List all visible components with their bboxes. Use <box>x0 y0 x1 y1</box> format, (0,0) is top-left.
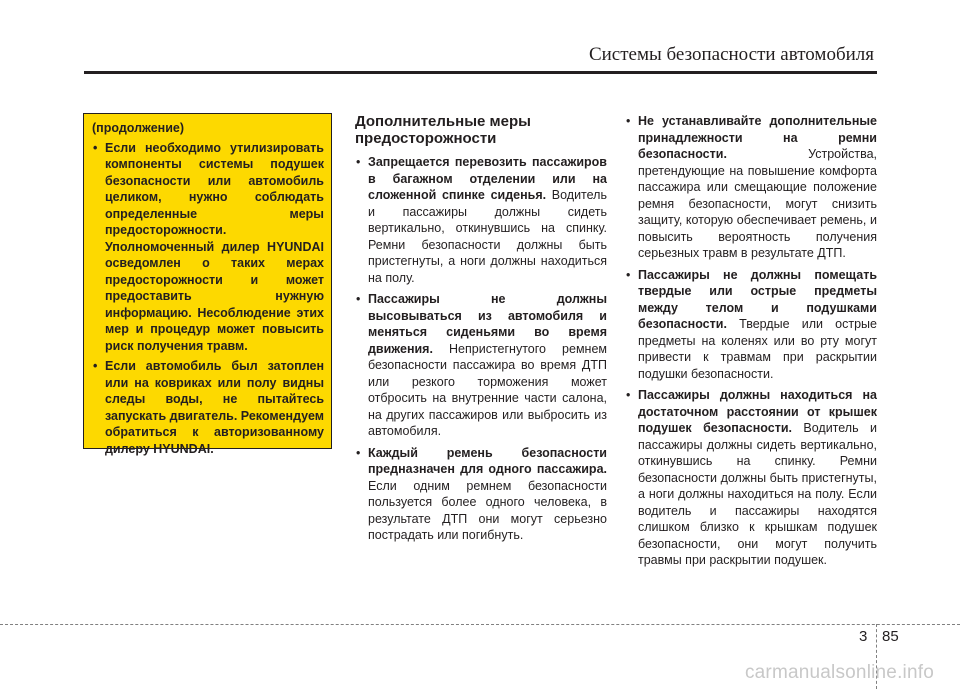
header-rule <box>84 71 877 74</box>
column-middle <box>355 113 607 549</box>
precaution-body: Твердые или острые предметы на коленях или во рту могут привести к травмам при раскрытии подушки безопасности. <box>638 317 877 381</box>
precaution-body: Непристегнутого ремнем безопасности пассажира во время ДТП или резкого торможения может отбросить на внутренние части салона, на других пассажиров или выбросить из автомобиля. <box>368 341 607 438</box>
warning-item: • Если необходимо утилизировать компоненты системы подушек безопасности или автомобиль целиком, нужно соблюдать определенные меры предосторожности. Уполномоченный дилер HYUNDAI осведомлен о таких мерах предосторожности и может предоставить нужную информацию. Несоблюдение этих мер и процедур может повысить риск получения травм. <box>92 140 324 355</box>
precaution-lead: Каждый ремень безопасности предназначен для одного пассажира. <box>368 445 607 476</box>
watermark: carmanualsonline.info <box>744 662 934 683</box>
precaution-lead: Пассажиры не должны высовываться из автомобиля и меняться сиденьями во время движения. <box>368 292 607 356</box>
chapter-number: 3 <box>859 628 868 645</box>
precaution-lead: Пассажиры должны находиться на достаточном расстоянии от крышек подушек безопасности. <box>638 388 877 435</box>
precaution-item <box>625 387 877 569</box>
section-heading: Дополнительные меры предосторожности <box>355 113 531 147</box>
precaution-lead: Запрещается перевозить пассажиров в багажном отделении или на сложенной спинке сиденья. <box>368 155 607 202</box>
warning-box <box>83 113 332 456</box>
precaution-item <box>355 291 607 440</box>
warning-continued-label: (продолжение) <box>92 121 185 135</box>
page-number: 85 <box>882 628 899 645</box>
precaution-body: Водитель и пассажиры должны сидеть вертикально, откинувшись на спинку. Ремни безопасности должны быть пристегнуты, а ноги должны находиться на полу. Если водитель и пассажиры находятся слишком близко к крышкам подушек безопасности, они могут получить травмы при раскрытии подушек. <box>638 421 877 567</box>
footer-rule <box>0 624 960 625</box>
precaution-item <box>625 267 877 383</box>
column-right <box>625 113 877 574</box>
precaution-lead: Не устанавливайте дополнительные принадлежности на ремни безопасности. <box>638 114 877 161</box>
precaution-body: Водитель и пассажиры должны сидеть вертикально, откинувшись на спинку. Ремни безопасности должны быть пристегнуты, а ноги должны находиться на полу. <box>368 188 607 285</box>
precaution-body: Если одним ремнем безопасности пользуется более одного человека, в результате ДТП они могут серьезно пострадать или погибнуть. <box>368 478 607 542</box>
precautions-list-continued <box>625 113 877 569</box>
warning-item: • Если автомобиль был затоплен или на ковриках или полу видны следы воды, не пытайтесь запускать двигатель. Рекомендуем обратиться к авторизованному дилеру HYUNDAI. <box>92 358 324 457</box>
precaution-item <box>625 113 877 262</box>
page-header-title: Системы безопасности автомобиля <box>588 44 874 65</box>
precaution-body: Устройства, претендующие на повышение комфорта пассажира или смещающие положение ремня безопасности, могут снизить защиту, которую обеспечивает ремень, и повысить вероятность получения серьезных травм в результате ДТП. <box>638 147 877 260</box>
warning-list <box>92 140 324 458</box>
precautions-list <box>355 154 607 544</box>
precaution-item <box>355 445 607 544</box>
precaution-item <box>355 154 607 286</box>
precaution-lead: Пассажиры не должны помещать твердые или острые предметы между телом и подушками безопасности. <box>638 267 877 331</box>
